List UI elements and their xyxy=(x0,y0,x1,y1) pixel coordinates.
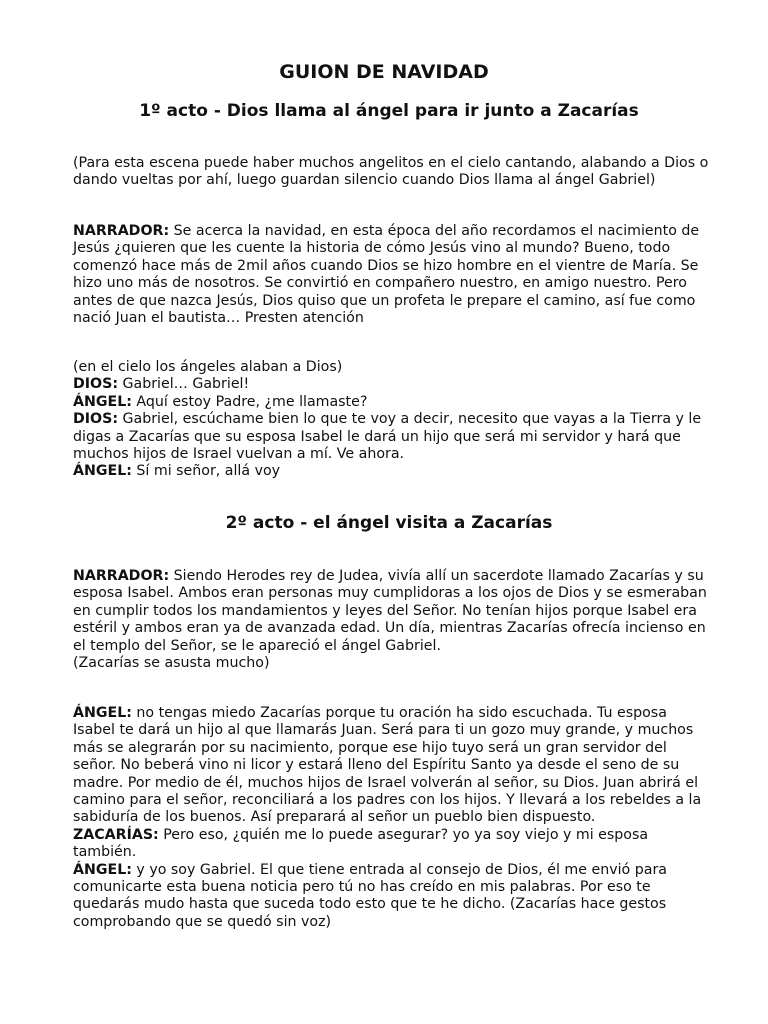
speaker-label: NARRADOR: xyxy=(73,568,170,584)
speaker-label: DIOS: xyxy=(73,376,119,393)
act1-narrator-paragraph xyxy=(73,223,713,327)
speaker-label: ÁNGEL: xyxy=(73,463,132,480)
dialogue-text: Aquí estoy Padre, ¿me llamaste? xyxy=(131,393,368,410)
act1-narrator-line xyxy=(73,223,713,327)
speaker-label: DIOS: xyxy=(73,411,119,428)
act1-intro-text: (Para esta escena puede haber muchos angelitos en el cielo cantando, alabando a Dios o dando vueltas por ahí, luego guardan silencio cuando Dios llama al ángel Gabriel) xyxy=(73,155,709,189)
dialogue-line xyxy=(73,862,713,932)
dialogue-text: Se acerca la navidad, en esta época del año recordamos el nacimiento de Jesús ¿quieren que les cuente la historia de cómo Jesús vino al mundo? Bueno, todo comenzó hace más de 2mil años cuando Dios se hizo hombre en el vientre de María. Se hizo uno más de nosotros. Se convirtió en compañero nuestro, en amigo nuestro. Pero antes de que nazca Jesús, Dios quiso que un profeta le prepare el camino, así fue como nació Juan el bautista… Presten atención xyxy=(73,223,700,327)
act2-narrator-line xyxy=(73,568,713,655)
dialogue-text: no tengas miedo Zacarías porque tu oración ha sido escuchada. Tu esposa Isabel te dará un hijo al que llamarás Juan. Será para ti un gozo muy grande, y muchos más se alegrarán por su nacimiento, porque ese hijo tuyo será un gran servidor del señor. No beberá vino ni licor y estará lleno del Espíritu Santo ya desde el seno de su madre. Por medio de él, muchos hijos de Israel volverán al señor, su Dios. Juan abrirá el camino para el señor, reconciliará a los padres con los hijos. Y llevará a los rebeldes a la sabiduría de los buenos. Así preparará al señor un pueblo bien dispuesto. xyxy=(73,705,702,826)
dialogue-text: Siendo Herodes rey de Judea, vivía allí un sacerdote llamado Zacarías y su esposa Isabel. Ambos eran personas muy cumplidoras a los ojos de Dios y se esmeraban en cumplir todos los mandamientos y leyes del Señor. No tenían hijos porque Isabel era estéril y ambos eran ya de avanzada edad. Un día, mientras Zacarías ofrecía incienso en el templo del Señor, se le apareció el ángel Gabriel. xyxy=(73,568,707,654)
dialogue-line xyxy=(73,827,713,862)
speaker-label: ZACARÍAS: xyxy=(73,826,159,843)
dialogue-line xyxy=(73,376,713,393)
dialogue-text: Pero eso, ¿quién me lo puede asegurar? yo ya soy viejo y mi esposa también. xyxy=(73,826,649,861)
document-title: GUION DE NAVIDAD xyxy=(279,61,489,83)
dialogue-text: Gabriel, escúchame bien lo que te voy a decir, necesito que vayas a la Tierra y le digas a Zacarías que su esposa Isabel le dará un hijo que será mi servidor y hará que muchos hijos de Israel vuelvan a mí. Ve ahora. xyxy=(73,411,702,463)
dialogue-line xyxy=(73,394,713,411)
speaker-label: ÁNGEL: xyxy=(73,861,132,878)
speaker-label: ÁNGEL: xyxy=(73,705,132,721)
act2-heading: 2º acto - el ángel visita a Zacarías xyxy=(225,513,553,533)
dialogue-text: Gabriel… Gabriel! xyxy=(118,376,250,393)
dialogue-line xyxy=(73,705,713,827)
speaker-label: ÁNGEL: xyxy=(73,393,132,410)
dialogue-line xyxy=(73,411,713,463)
speaker-label: NARRADOR: xyxy=(73,223,170,239)
act1-heading: 1º acto - Dios llama al ángel para ir junto a Zacarías xyxy=(139,101,639,121)
dialogue-text: Sí mi señor, allá voy xyxy=(131,463,281,480)
act2-dialogue-block xyxy=(73,705,713,931)
dialogue-line xyxy=(73,463,713,480)
dialogue-text: y yo soy Gabriel. El que tiene entrada al consejo de Dios, él me envió para comunicarte esta buena noticia pero tú no has creído en mis palabras. Por eso te quedarás mudo hasta que suceda todo esto que te he dicho. (Zacarías hace gestos comprobando que se quedó sin voz) xyxy=(73,861,667,930)
act1-dialogue-block xyxy=(73,359,713,481)
stage-direction: (Zacarías se asusta mucho) xyxy=(73,655,270,672)
act2-narrator-paragraph xyxy=(73,568,713,672)
stage-direction: (en el cielo los ángeles alaban a Dios) xyxy=(73,359,343,375)
act1-intro-paragraph xyxy=(73,155,713,190)
